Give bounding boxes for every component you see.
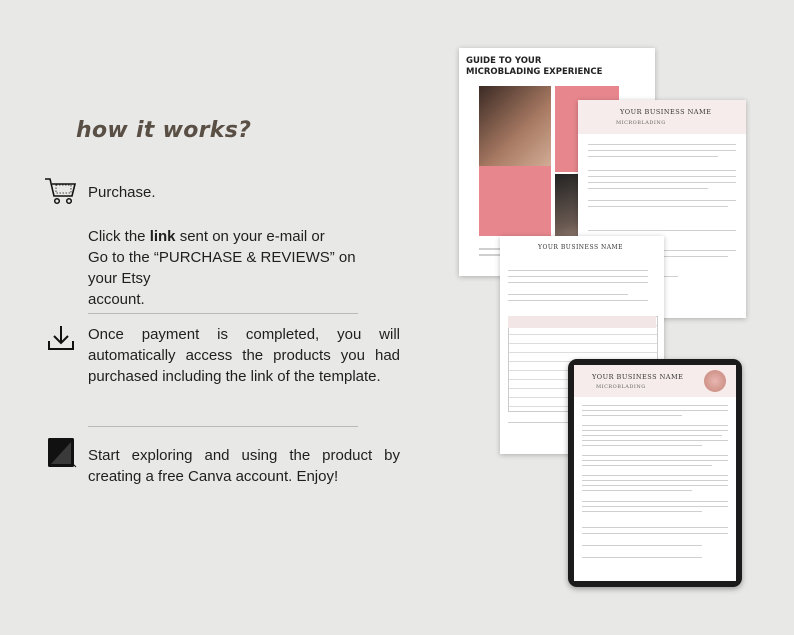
link-word: link (149, 228, 176, 245)
download-line3: purchased including the link of the template. (88, 368, 381, 385)
guide-title-line1: GUIDE TO YOUR (466, 56, 542, 66)
form-business-name: YOUR BUSINESS NAME (538, 244, 624, 251)
divider-2 (88, 426, 358, 427)
tablet-logo (704, 370, 726, 392)
download-instructions (88, 324, 400, 387)
link-line2: Go to the “PURCHASE & REVIEWS” on your Etsy (88, 249, 356, 287)
tablet-icon (46, 437, 78, 469)
divider-1 (88, 313, 358, 314)
link-line3: account. (88, 291, 145, 308)
release-business-sub: MICROBLADING (616, 120, 666, 126)
link-line1-post: sent on your e-mail or (175, 228, 325, 245)
link-instructions (88, 226, 378, 310)
how-it-works-heading: how it works? (76, 118, 252, 143)
tablet-business-sub: MICROBLADING (596, 384, 646, 390)
canva-line1: Start exploring and using the product by (88, 447, 400, 464)
purchase-text: Purchase. (88, 184, 156, 201)
link-line1-pre: Click the (88, 228, 150, 245)
tablet-business-name: YOUR BUSINESS NAME (592, 373, 684, 381)
guide-title-line2: MICROBLADING EXPERIENCE (466, 67, 603, 77)
shopping-cart-icon (44, 176, 78, 206)
guide-pink-panel-left (479, 166, 551, 236)
download-line1: Once payment is completed, you will (88, 326, 400, 343)
tablet-mockup (568, 359, 742, 587)
canva-instructions (88, 445, 400, 487)
download-icon (46, 324, 76, 352)
release-business-name: YOUR BUSINESS NAME (620, 108, 712, 116)
canva-line2: creating a free Canva account. Enjoy! (88, 468, 339, 485)
guide-photo (479, 86, 551, 176)
tablet-screen (574, 365, 736, 581)
download-line2: automatically access the products you had (88, 347, 400, 364)
